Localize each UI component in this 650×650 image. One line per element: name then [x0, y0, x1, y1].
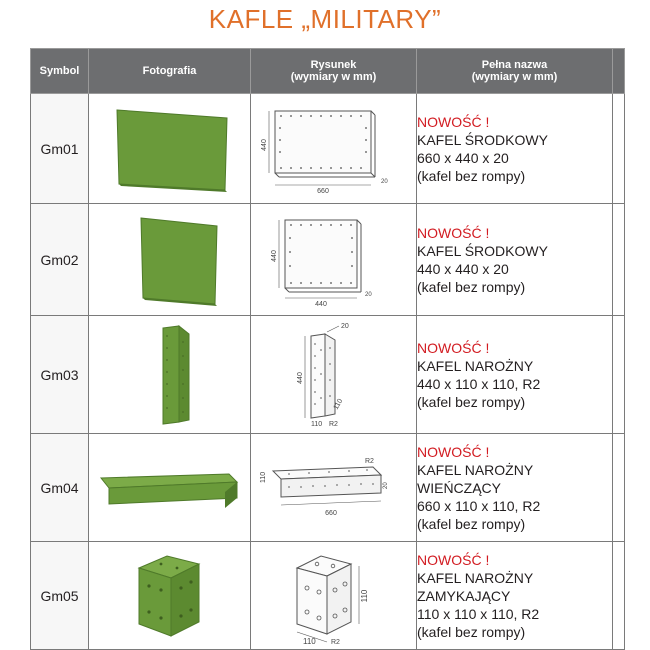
dim-depth: 20	[382, 481, 389, 489]
dim-radius: R2	[330, 638, 340, 646]
name-line: (kafel bez rompy)	[417, 515, 526, 532]
name-line: KAFEL NAROŻNY	[417, 357, 534, 374]
name-line: 440 x 110 x 110, R2	[417, 375, 541, 392]
header-drawing-line2: (wymiary w mm)	[290, 71, 377, 83]
name-line: 660 x 110 x 110, R2	[417, 497, 541, 514]
header-name-line1: Pełna nazwa	[481, 59, 548, 71]
new-label: NOWOŚĆ !	[417, 339, 490, 356]
name-cell	[417, 316, 613, 434]
dim-width: 110	[310, 420, 322, 428]
dim-radius: R2	[364, 457, 374, 465]
dim-side: 110	[332, 397, 344, 411]
dim-height: 440	[296, 371, 304, 384]
header-drawing-line1: Rysunek	[310, 59, 357, 71]
tile-photo	[89, 316, 251, 434]
new-label: NOWOŚĆ !	[417, 551, 490, 568]
table-row	[31, 94, 625, 204]
tile-drawing	[251, 434, 417, 542]
name-line: 440 x 440 x 20	[417, 260, 509, 277]
name-line: 660 x 440 x 20	[417, 149, 509, 166]
dim-width: 440	[314, 300, 327, 308]
name-line: 110 x 110 x 110, R2	[417, 605, 540, 622]
dim-width: 660	[324, 509, 337, 517]
name-line: KAFEL ŚRODKOWY	[417, 242, 548, 259]
product-table	[30, 48, 625, 650]
table-row	[31, 204, 625, 316]
name-line: (kafel bez rompy)	[417, 167, 526, 184]
tile-drawing	[251, 542, 417, 650]
table-row	[31, 316, 625, 434]
table-header-row	[31, 49, 625, 94]
tile-drawing	[251, 94, 417, 204]
new-label: NOWOŚĆ !	[417, 224, 490, 241]
header-end	[613, 49, 625, 94]
name-line: KAFEL NAROŻNY	[417, 461, 534, 478]
dim-height: 440	[260, 138, 268, 151]
name-line: WIEŃCZĄCY	[417, 479, 501, 496]
symbol-cell: Gm02	[31, 204, 89, 316]
dim-width: 110	[302, 636, 316, 646]
name-cell	[417, 434, 613, 542]
new-label: NOWOŚĆ !	[417, 113, 490, 130]
dim-width: 660	[316, 187, 329, 195]
symbol-cell: Gm01	[31, 94, 89, 204]
name-line: KAFEL NAROŻNY	[417, 569, 534, 586]
symbol-cell: Gm04	[31, 434, 89, 542]
table-row	[31, 434, 625, 542]
dim-depth: 20	[380, 178, 388, 185]
tile-photo	[89, 542, 251, 650]
symbol-cell: Gm05	[31, 542, 89, 650]
tile-photo	[89, 204, 251, 316]
tile-photo	[89, 434, 251, 542]
dim-height: 440	[270, 249, 278, 262]
header-photo: Fotografia	[89, 49, 251, 94]
name-cell	[417, 94, 613, 204]
tile-drawing	[251, 204, 417, 316]
header-drawing	[251, 49, 417, 94]
tile-photo	[89, 94, 251, 204]
dim-depth: 20	[340, 322, 349, 330]
name-line: KAFEL ŚRODKOWY	[417, 131, 548, 148]
symbol-cell: Gm03	[31, 316, 89, 434]
name-line: (kafel bez rompy)	[417, 278, 526, 295]
table-row	[31, 542, 625, 650]
tile-drawing	[251, 316, 417, 434]
dim-height: 110	[259, 471, 267, 483]
name-line: ZAMYKAJĄCY	[417, 587, 511, 604]
new-label: NOWOŚĆ !	[417, 443, 490, 460]
name-cell	[417, 542, 613, 650]
name-line: (kafel bez rompy)	[417, 623, 526, 640]
header-name	[417, 49, 613, 94]
dim-height: 110	[359, 589, 369, 602]
dim-depth: 20	[364, 291, 372, 298]
header-symbol: Symbol	[31, 49, 89, 94]
name-cell	[417, 204, 613, 316]
name-line: (kafel bez rompy)	[417, 393, 526, 410]
page-title: KAFLE „MILITARY”	[208, 4, 442, 34]
dim-radius: R2	[328, 420, 338, 428]
header-name-line2: (wymiary w mm)	[471, 71, 558, 83]
